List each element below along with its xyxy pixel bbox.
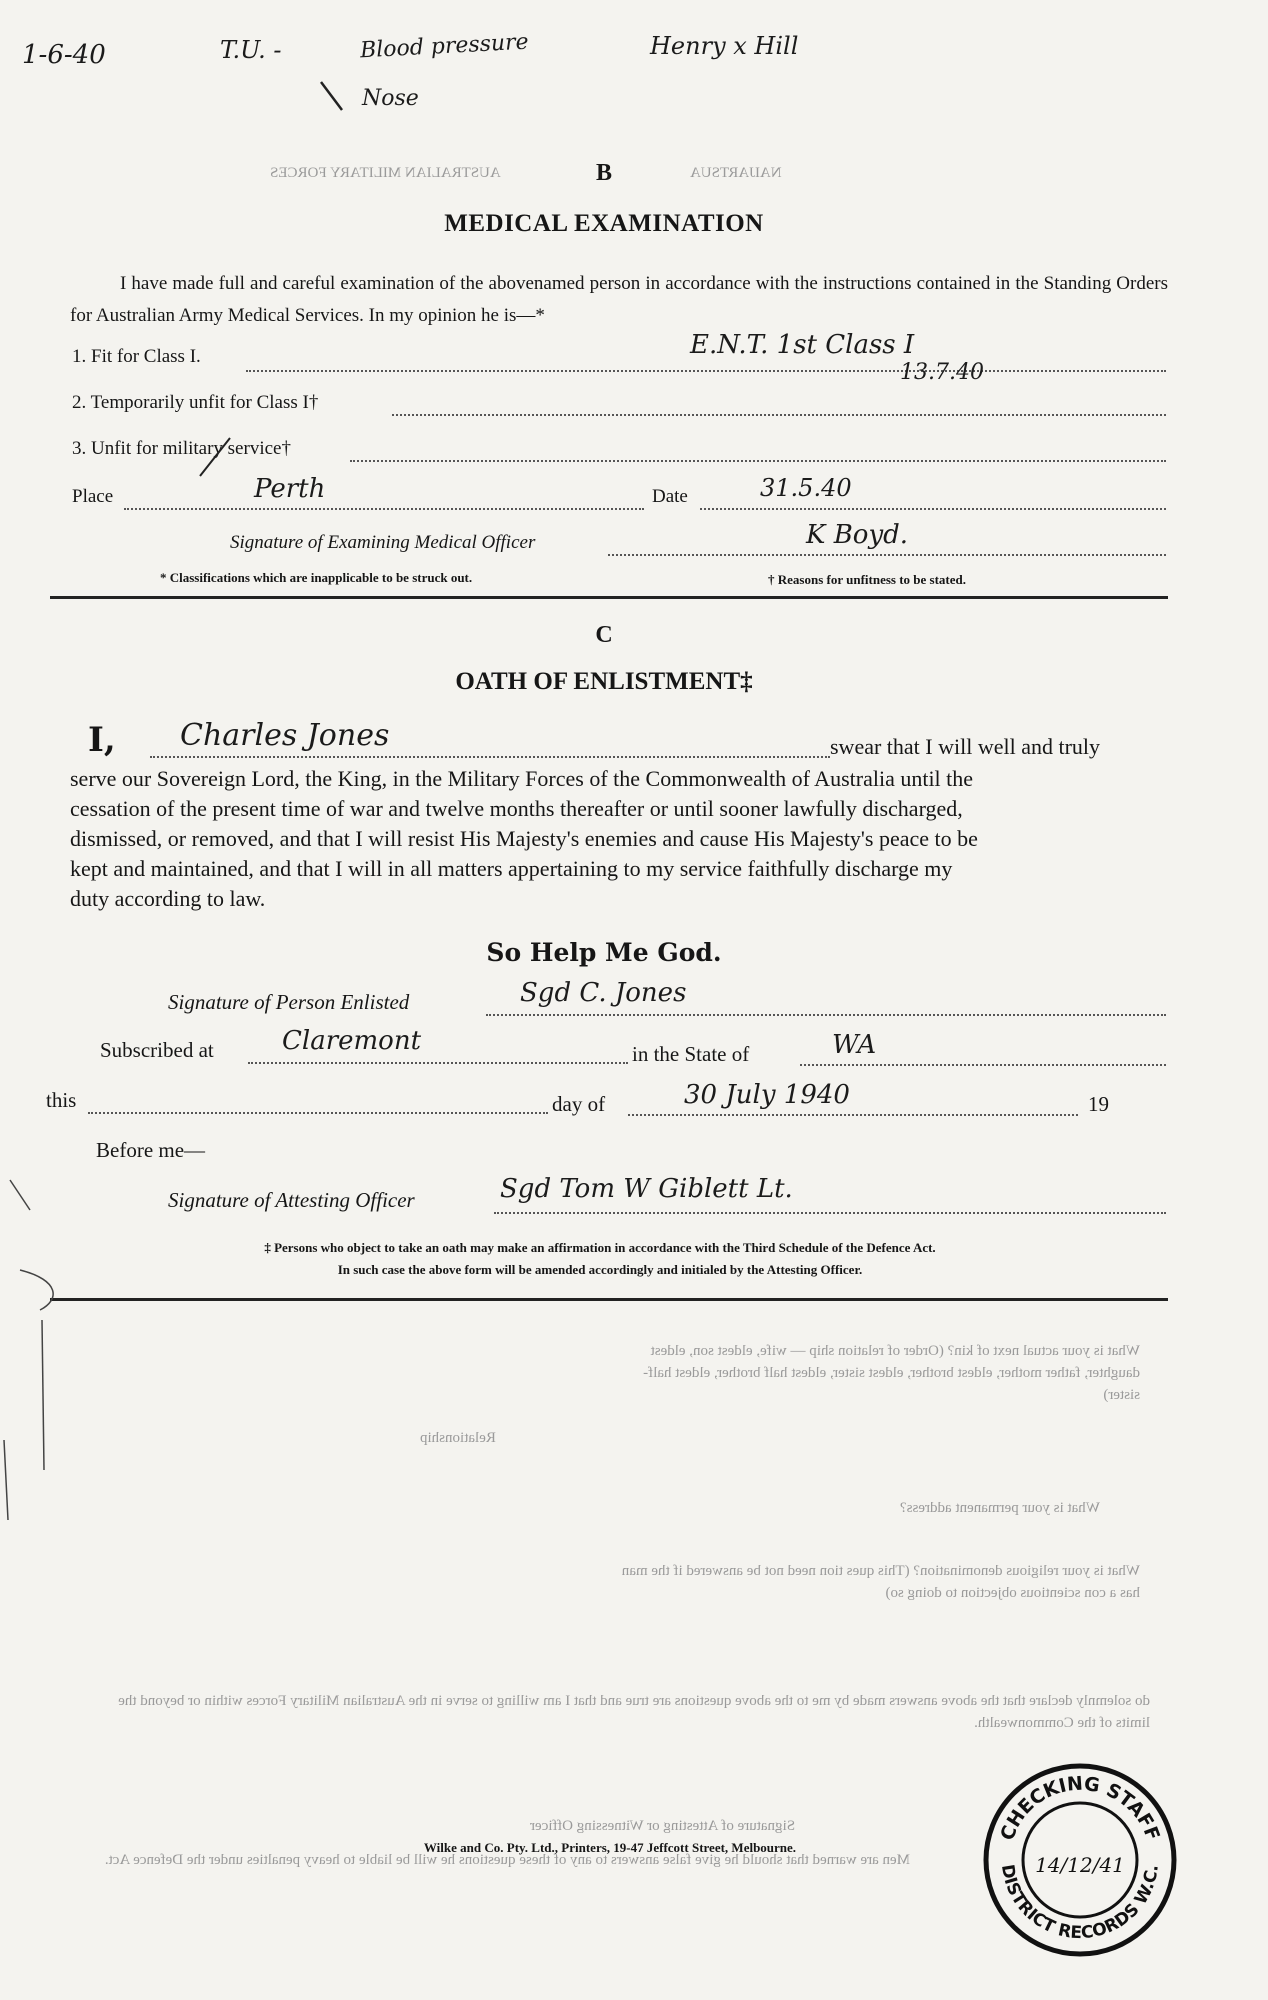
day-value: 30 July 1940	[684, 1080, 850, 1110]
oath-title: OATH OF ENLISTMENT‡	[455, 668, 753, 695]
place-value: Perth	[254, 474, 326, 504]
divider-c-bottom	[50, 1298, 1168, 1301]
show-through-text: NAIJARTSUA	[690, 165, 782, 181]
stamp-bottom-text: DISTRICT RECORDS W.C.	[996, 1863, 1163, 1944]
oath-line: serve our Sovereign Lord, the King, in the Military Forces of the Commonwealth of Australia until the	[70, 766, 974, 791]
oath-initial: I,	[88, 720, 116, 760]
header-name-note: Henry x Hill	[650, 32, 799, 60]
show-through-text: What is your permanent address?	[900, 1500, 1100, 1516]
stamp-top-text: CHECKING STAFF	[996, 1772, 1164, 1844]
oath-body	[70, 764, 1168, 914]
oath-closing: So Help Me God.	[486, 938, 722, 967]
header-tu-note: T.U. -	[220, 36, 282, 64]
place-label: Place	[72, 486, 114, 507]
medical-intro: I have made full and careful examination of the abovenamed person in accordance with the instructions contained in the Standing Orders for Australian Army Medical Services. In my opinion he is—*	[70, 273, 1168, 326]
affirmation-footnote-2: In such case the above form will be amended accordingly and initialed by the Attesting Officer.	[337, 1262, 863, 1277]
printer-imprint: Wilke and Co. Pty. Ltd., Printers, 19-47 Jeffcott Street, Melbourne.	[423, 1840, 797, 1855]
section-b-letter: B	[595, 160, 612, 186]
swear-text: swear that I will well and truly	[830, 734, 1101, 759]
affirmation-footnote-1: ‡ Persons who object to take an oath may make an affirmation in accordance with the Third Schedule of the Defence Act.	[264, 1240, 936, 1255]
show-through-text: What is your religious denomination? (This ques tion need not be answered if the man has a con scientious objection to doing so)	[621, 1563, 1140, 1601]
divider-b-c	[50, 596, 1168, 599]
this-label: this	[46, 1088, 77, 1112]
examining-officer-signature: K Boyd.	[806, 520, 909, 550]
margin-scribble-icon	[0, 1150, 70, 1550]
item-unfit-military: 3. Unfit for military service†	[72, 438, 291, 459]
enlisted-signature-label: Signature of Person Enlisted	[168, 990, 410, 1014]
strike-mark-icon	[196, 434, 236, 480]
show-through-text: Relationship	[420, 1430, 496, 1446]
enlistee-name: Charles Jones	[180, 718, 390, 753]
oath-line: kept and maintained, and that I will in all matters appertaining to my service faithfully discharge my	[70, 856, 953, 881]
oath-line: duty according to law.	[70, 886, 266, 911]
footnote-reasons: † Reasons for unfitness to be stated.	[768, 572, 967, 587]
show-through-text: do solemnly declare that the above answers made by me to the above questions are true and that I am willing to serve in the Australian Military Forces within or beyond the limits of the Commonwealth.	[118, 1693, 1150, 1731]
medical-exam-title: MEDICAL EXAMINATION	[444, 210, 764, 237]
subscribed-value: Claremont	[282, 1026, 422, 1056]
show-through-text: What is your actual next of kin? (Order of relation ship — wife, eldest son, eldest daughter, father mother, eldest brother, eldest sister, eldest half brother, eldest half-sister)	[643, 1343, 1140, 1403]
date-label: Date	[652, 486, 688, 507]
date-value: 31.5.40	[760, 474, 852, 502]
checking-staff-stamp	[980, 1760, 1180, 1960]
year-prefix: 19	[1088, 1092, 1109, 1116]
section-c-letter: C	[595, 622, 613, 648]
footnote-classifications: * Classifications which are inapplicable to be struck out.	[160, 570, 473, 585]
item-fit-class-1: 1. Fit for Class I.	[72, 346, 201, 367]
item-fit-class-1-value: E.N.T. 1st Class I	[690, 330, 915, 360]
oath-line: cessation of the present time of war and twelve months thereafter or until sooner lawfully discharged,	[70, 796, 963, 821]
examining-officer-label: Signature of Examining Medical Officer	[230, 532, 536, 553]
state-value: WA	[832, 1030, 877, 1060]
stamp-date: 14/12/41	[1035, 1853, 1125, 1877]
header-date-note: 1-6-40	[22, 40, 106, 70]
enlisted-signature-value: Sgd C. Jones	[520, 978, 687, 1008]
attesting-officer-signature: Sgd Tom W Giblett Lt.	[500, 1174, 793, 1204]
subscribed-label: Subscribed at	[100, 1038, 214, 1062]
state-label: in the State of	[632, 1042, 750, 1066]
oath-line: dismissed, or removed, and that I will resist His Majesty's enemies and cause His Majesty's peace to be	[70, 826, 978, 851]
day-label: day of	[552, 1092, 606, 1116]
show-through-text: AUSTRALIAN MILITARY FORCES	[270, 165, 501, 181]
attesting-officer-label: Signature of Attesting Officer	[168, 1188, 415, 1212]
before-me-label: Before me—	[96, 1138, 206, 1162]
item-fit-class-1-date: 13.7.40	[900, 360, 984, 385]
svg-text:CHECKING STAFF	[996, 1773, 1164, 1844]
header-nose-note: Nose	[362, 86, 419, 111]
show-through-text: Signature of Attesting or Witnessing Officer	[530, 1818, 796, 1834]
header-bp-note: Blood pressure	[359, 29, 530, 64]
show-through-text: Men are warned that should he give false answers to any of these questions he will be liable to heavy penalties under the Defence Act.	[104, 1852, 910, 1868]
bracket-mark-icon	[318, 78, 348, 118]
item-temp-unfit: 2. Temporarily unfit for Class I†	[72, 392, 319, 413]
